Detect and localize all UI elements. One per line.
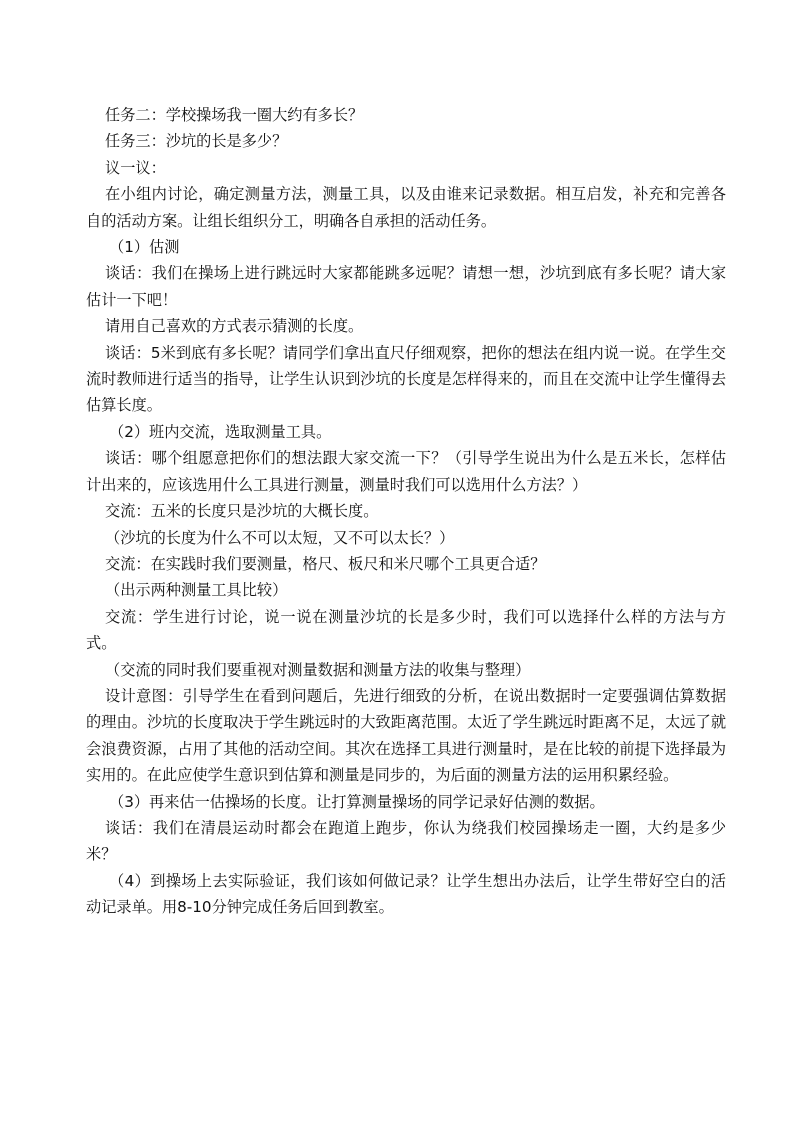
step-3-heading: （3）再来估一估操场的长度。让打算测量操场的同学记录好估测的数据。 bbox=[109, 792, 605, 811]
exchange-five-meters-line: 交流：五米的长度只是沙坑的大概长度。 bbox=[105, 502, 379, 521]
design-intent-paragraph: 设计意图：引导学生在看到问题后，先进行细致的分析，在说出数据时一定要强调估算数据的理由。沙坑的长度取决于学生跳远时的大致距离范围。太近了学生跳远时距离不足，太远了就会浪费资源，占用了其他的活动空间。其次在选择工具进行测量时，是在比较的前提下选择最为实用的。在此应使学生意识到估算和测量是同步的，为后面的测量方法的运用积累经验。 bbox=[86, 686, 726, 785]
step-1-heading: （1）估测 bbox=[109, 238, 180, 257]
exchange-tools-line: 交流：在实践时我们要测量，格尺、板尺和米尺哪个工具更合适？ bbox=[105, 554, 546, 573]
collect-data-note: （交流的同时我们要重视对测量数据和测量方法的收集与整理） bbox=[105, 660, 531, 679]
express-guess-line: 请用自己喜欢的方式表示猜测的长度。 bbox=[105, 317, 364, 336]
step-2-heading: （2）班内交流，选取测量工具。 bbox=[109, 422, 332, 441]
task-three-line: 任务三：沙坑的长是多少？ bbox=[105, 132, 288, 151]
show-two-tools-line: （出示两种测量工具比较） bbox=[105, 581, 288, 600]
document-body bbox=[86, 102, 726, 921]
talk-share-paragraph: 谈话：哪个组愿意把你们的想法跟大家交流一下？（引导学生说出为什么是五米长，怎样估计出来的，应该选用什么工具进行测量，测量时我们可以选用什么方法？） bbox=[86, 449, 726, 494]
group-discussion-paragraph: 在小组内讨论，确定测量方法，测量工具，以及由谁来记录数据。相互启发，补充和完善各自的活动方案。让组长组织分工，明确各自承担的活动任务。 bbox=[86, 185, 726, 230]
talk-running-track-paragraph: 谈话：我们在清晨运动时都会在跑道上跑步，你认为绕我们校园操场走一圈，大约是多少米？ bbox=[86, 818, 726, 864]
discussion-heading: 议一议： bbox=[105, 158, 166, 177]
talk-jump-paragraph: 谈话：我们在操场上进行跳远时大家都能跳多远呢？请想一想，沙坑到底有多长呢？请大家估计一下吧！ bbox=[86, 264, 726, 309]
sandpit-length-question: （沙坑的长度为什么不可以太短，又不可以太长？） bbox=[105, 528, 455, 547]
exchange-methods-paragraph: 交流：学生进行讨论，说一说在测量沙坑的长是多少时，我们可以选择什么样的方法与方式。 bbox=[86, 607, 726, 653]
talk-five-meters-paragraph: 谈话：5米到底有多长呢？请同学们拿出直尺仔细观察，把你的想法在组内说一说。在学生交流时教师进行适当的指导，让学生认识到沙坑的长度是怎样得来的，而且在交流中让学生懂得去估算长度。 bbox=[86, 343, 726, 415]
step-4-paragraph: （4）到操场上去实际验证，我们该如何做记录？让学生想出办法后，让学生带好空白的活动记录单。用8-10分钟完成任务后回到教室。 bbox=[86, 871, 726, 917]
task-two-line: 任务二：学校操场我一圈大约有多长？ bbox=[105, 106, 364, 124]
